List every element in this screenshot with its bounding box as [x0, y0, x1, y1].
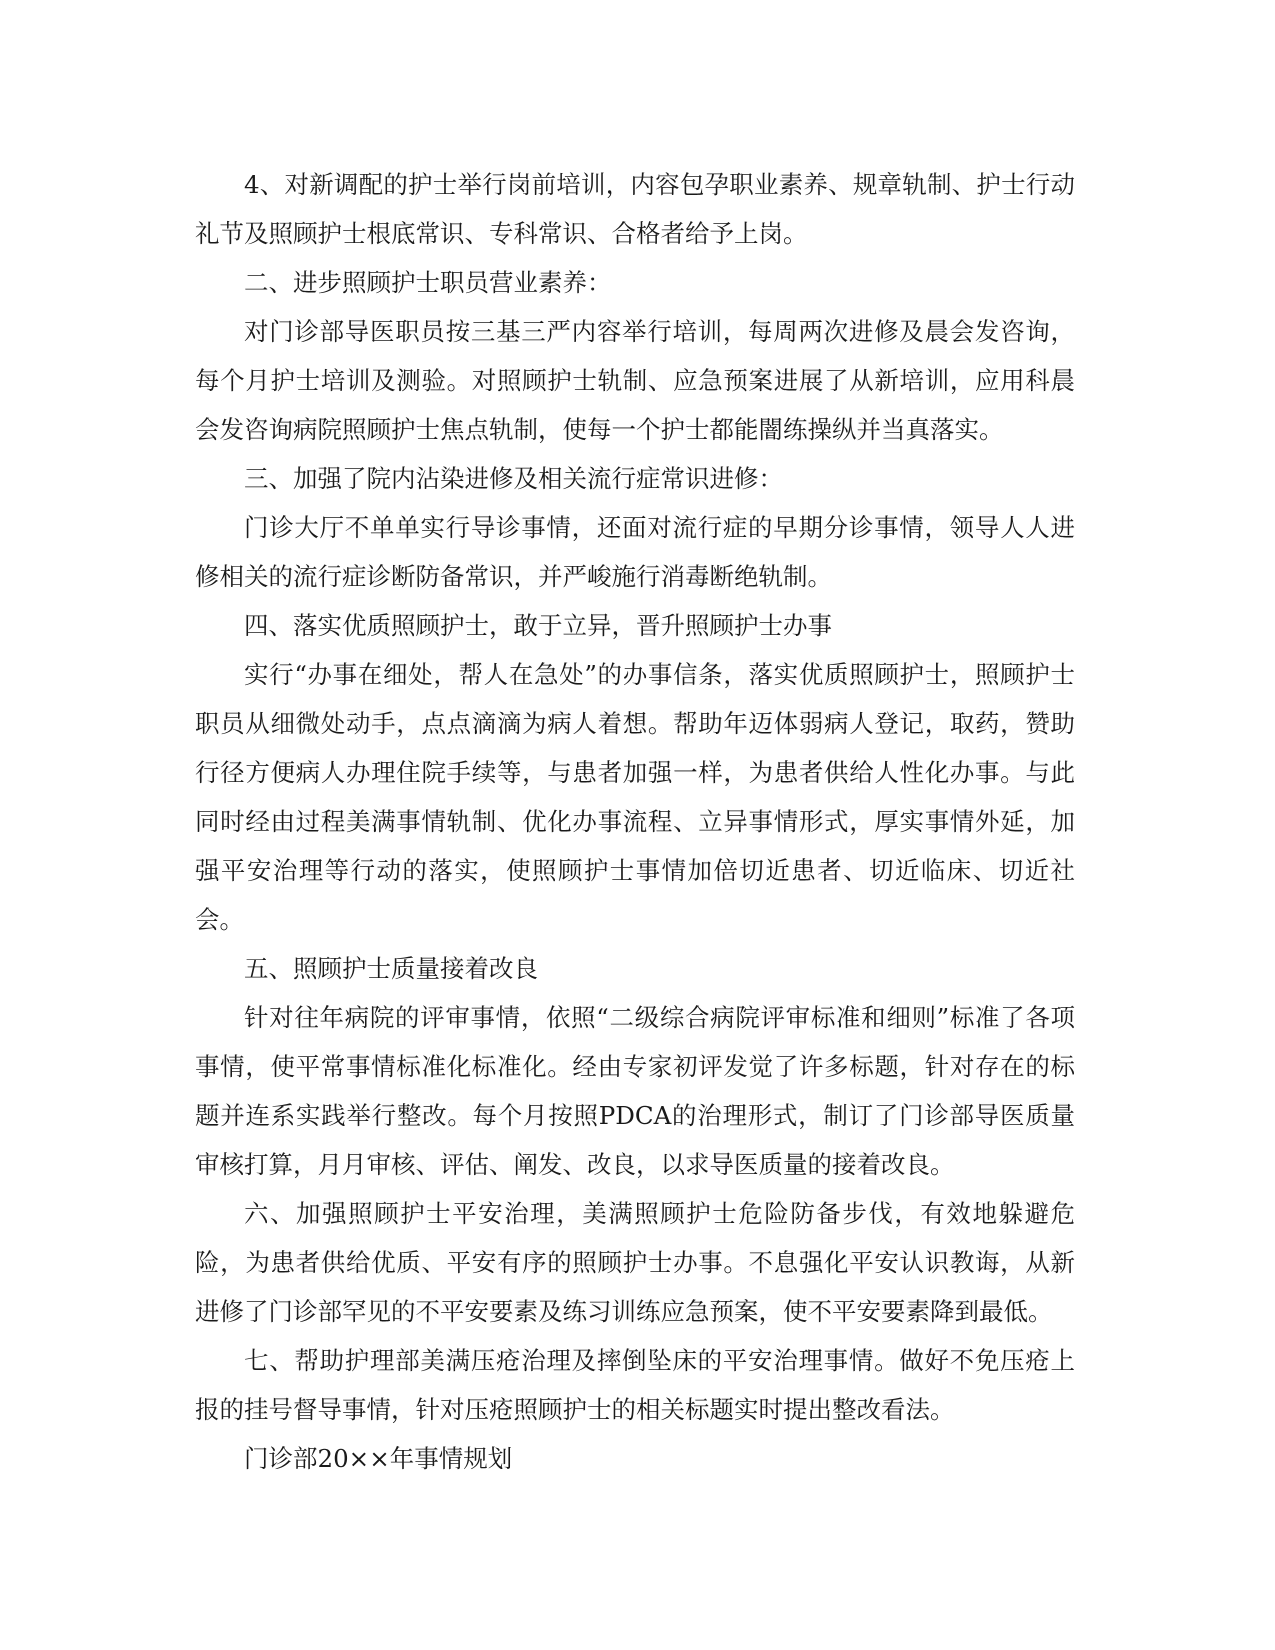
heading-section-2: 二、进步照顾护士职员营业素养： — [244, 268, 612, 297]
paragraph-section-6: 六、加强照顾护士平安治理，美满照顾护士危险防备步伐，有效地躲避危险，为患者供给优质、平安有序的照顾护士办事。不息强化平安认识教诲，从新进修了门诊部罕见的不平安要素及练习训练应急预案，使不平安要素降到最低。 — [195, 1199, 1075, 1326]
paragraph-section-4: 实行“办事在细处，帮人在急处”的办事信条，落实优质照顾护士，照顾护士职员从细微处动手，点点滴滴为病人着想。帮助年迈体弱病人登记，取药，赞助行径方便病人办理住院手续等，与患者加强一样，为患者供给人性化办事。与此同时经由过程美满事情轨制、优化办事流程、立异事情形式，厚实事情外延，加强平安治理等行动的落实，使照顾护士事情加倍切近患者、切近临床、切近社会。 — [195, 660, 1075, 934]
heading-section-5: 五、照顾护士质量接着改良 — [244, 954, 538, 983]
paragraph-training: 4、对新调配的护士举行岗前培训，内容包孕职业素养、规章轨制、护士行动礼节及照顾护士根底常识、专科常识、合格者给予上岗。 — [195, 170, 1075, 248]
paragraph-section-3: 门诊大厅不单单实行导诊事情，还面对流行症的早期分诊事情，领导人人进修相关的流行症诊断防备常识，并严峻施行消毒断绝轨制。 — [195, 513, 1075, 591]
paragraph-section-5: 针对往年病院的评审事情，依照“二级综合病院评审标准和细则”标准了各项事情，使平常事情标准化标准化。经由专家初评发觉了许多标题，针对存在的标题并连系实践举行整改。每个月按照PDCA的治理形式，制订了门诊部导医质量审核打算，月月审核、评估、阐发、改良，以求导医质量的接着改良。 — [195, 1003, 1075, 1179]
heading-section-3: 三、加强了院内沾染进修及相关流行症常识进修： — [244, 464, 783, 493]
paragraph-section-2: 对门诊部导医职员按三基三严内容举行培训，每周两次进修及晨会发咨询，每个月护士培训及测验。对照顾护士轨制、应急预案进展了从新培训，应用科晨会发咨询病院照顾护士焦点轨制，使每一个护士都能闇练操纵并当真落实。 — [195, 317, 1075, 444]
paragraph-section-7: 七、帮助护理部美满压疮治理及摔倒坠床的平安治理事情。做好不免压疮上报的挂号督导事情，针对压疮照顾护士的相关标题实时提出整改看法。 — [195, 1346, 1075, 1424]
heading-plan: 门诊部20××年事情规划 — [244, 1444, 513, 1473]
heading-section-4: 四、落实优质照顾护士，敢于立异，晋升照顾护士办事 — [244, 611, 832, 640]
document-body — [195, 160, 1075, 1483]
